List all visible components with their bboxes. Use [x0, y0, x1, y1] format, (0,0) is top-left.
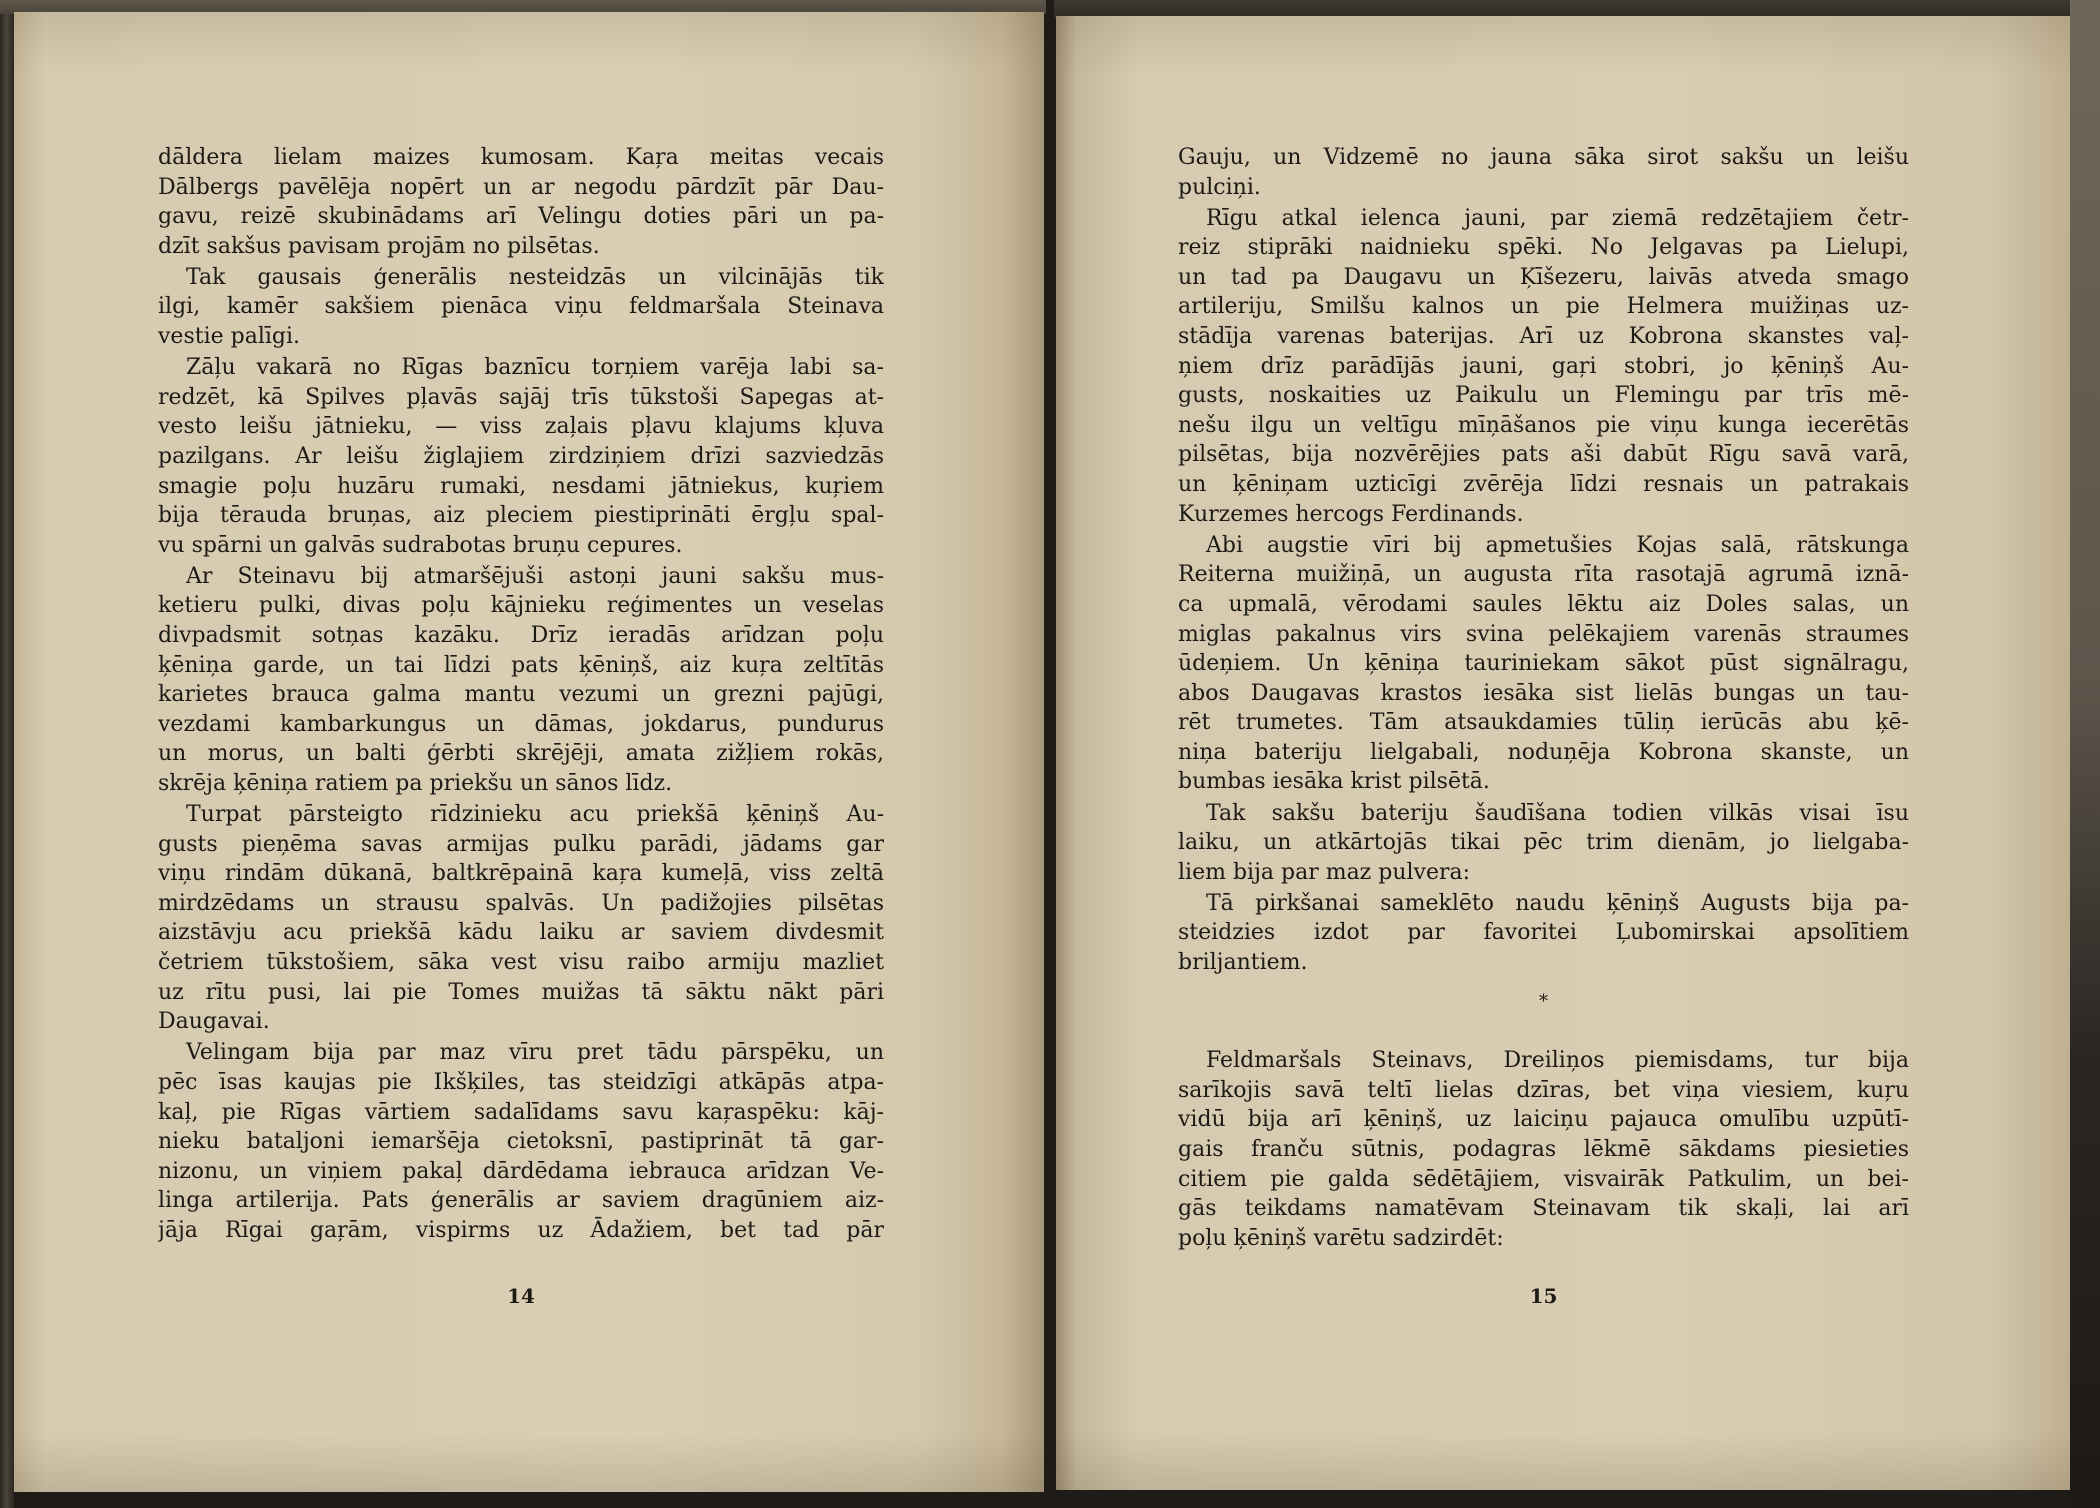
- text-line: vestie palīgi.: [158, 324, 301, 350]
- text-line: citiem pie galda sēdētājiem, visvairāk Patkulim, un bei-: [1178, 1166, 1909, 1192]
- paragraph: [1178, 143, 1909, 202]
- text-line: kaļ, pie Rīgas vārtiem sadalīdams savu kaŗaspēku: kāj-: [158, 1099, 884, 1125]
- text-line: pulciņi.: [1178, 174, 1261, 200]
- text-line: nizonu, un viņiem pakaļ dārdēdama iebrauca arīdzan Ve-: [158, 1158, 884, 1184]
- text-line: Abi augstie vīri bij apmetušies Kojas salā, rātskunga: [1206, 532, 1909, 558]
- text-line: nešu ilgu un veltīgu mīņāšanos pie viņu kunga iecerētās: [1178, 412, 1909, 438]
- right-page-body-text-after-separator: [1178, 1046, 1909, 1253]
- paragraph: [158, 800, 884, 1037]
- text-line: pilsētas, bija nozvērējies pats aši dabūt Rīgu savā varā,: [1178, 442, 1909, 468]
- text-line: briljantiem.: [1178, 950, 1308, 976]
- text-line: Zāļu vakarā no Rīgas baznīcu torņiem varēja labi sa-: [186, 355, 884, 381]
- section-separator-asterisk: *: [1539, 990, 1548, 1012]
- text-line: vesto leišu jātnieku, — viss zaļais pļavu klajums kļuva: [158, 414, 884, 440]
- text-line: Rīgu atkal ielenca jauni, par ziemā redzētajiem četr-: [1206, 205, 1909, 231]
- text-line: četriem tūkstošiem, sāka vest visu raibo armiju mazliet: [158, 950, 884, 976]
- text-line: Kurzemes hercogs Ferdinands.: [1178, 501, 1524, 527]
- text-line: ca upmalā, vērodami saules lēktu aiz Doles salas, un: [1178, 591, 1909, 617]
- paragraph: [158, 562, 884, 799]
- paragraph: [1178, 531, 1909, 797]
- text-line: ņiem drīz parādījās jauni, gaŗi stobri, jo ķēniņš Au-: [1178, 353, 1909, 379]
- left-page: [14, 12, 1044, 1492]
- text-line: nieku bataljoni iemaršēja cietoksnī, pastiprināt tā gar-: [158, 1129, 884, 1155]
- text-line: divpadsmit sotņas kazāku. Drīz ieradās arīdzan poļu: [158, 623, 884, 648]
- right-page: [1056, 16, 2070, 1490]
- text-line: redzēt, kā Spilves pļavās sajāj trīs tūkstoši Sapegas at-: [158, 384, 884, 410]
- text-line: dāldera lielam maizes kumosam. Kaŗa meitas vecais: [158, 145, 884, 170]
- text-line: aizstāvju acu priekšā kādu laiku ar saviem divdesmit: [158, 920, 884, 946]
- text-line: Velingam bija par maz vīru pret tādu pārspēku, un: [186, 1040, 884, 1066]
- text-line: ketieru pulki, divas poļu kājnieku reģimentes un veselas: [158, 593, 884, 619]
- text-line: uz rītu pusi, lai pie Tomes muižas tā sāktu nākt pāri: [158, 979, 884, 1005]
- text-line: ūdeņiem. Un ķēniņa tauriniekam sākot pūst signālragu,: [1178, 651, 1909, 677]
- page-number: 14: [507, 1284, 535, 1308]
- text-line: Turpat pārsteigto rīdzinieku acu priekšā ķēniņš Au-: [186, 802, 884, 828]
- text-line: niņa bateriju lielgabali, noduņēja Kobrona skanste, un: [1178, 739, 1909, 765]
- text-line: gusts pieņēma savas armijas pulku parādi, jādams gar: [158, 831, 884, 857]
- text-line: Reiterna muižiņā, un augusta rīta rasotajā agrumā iznā-: [1178, 562, 1909, 588]
- paragraph: [1178, 799, 1909, 888]
- text-line: mirdzēdams un strausu spalvās. Un padižojies pilsētas: [158, 890, 884, 916]
- text-line: sarīkojis savā teltī lielas dzīras, bet viņa viesiem, kuŗu: [1178, 1077, 1909, 1103]
- text-line: artileriju, Smilšu kalnos un pie Helmera muižiņas uz-: [1178, 294, 1909, 320]
- text-line: pazilgans. Ar leišu žiglajiem zirdziņiem drīzi sazviedzās: [158, 443, 884, 469]
- text-line: rēt trumetes. Tām atsaukdamies tūliņ ierūcās abu ķē-: [1178, 710, 1909, 736]
- text-line: reiz stiprāki naidnieku spēki. No Jelgavas pa Lielupi,: [1178, 235, 1909, 261]
- text-line: Tak gausais ģenerālis nesteidzās un vilcinājās tik: [186, 264, 884, 290]
- text-line: stādīja varenas baterijas. Arī uz Kobrona skanstes vaļ-: [1178, 324, 1909, 350]
- text-line: skrēja ķēniņa ratiem pa priekšu un sānos līdz.: [158, 770, 673, 796]
- text-line: smagie poļu huzāru rumaki, nesdami jātniekus, kuŗiem: [158, 473, 884, 499]
- text-line: Tā pirkšanai sameklēto naudu ķēniņš Augusts bija pa-: [1206, 890, 1909, 916]
- paragraph: [1178, 1046, 1909, 1253]
- text-line: bumbas iesāka krist pilsētā.: [1178, 769, 1490, 795]
- book-cover-edge: [0, 0, 14, 1508]
- text-line: jāja Rīgai gaŗām, vispirms uz Ādažiem, bet tad pār: [158, 1217, 884, 1243]
- text-line: Ar Steinavu bij atmaršējuši astoņi jauni sakšu mus-: [186, 563, 884, 589]
- text-line: un tad pa Daugavu un Ķīšezeru, laivās atveda smago: [1178, 264, 1909, 290]
- text-line: Tak sakšu bateriju šaudīšana todien vilkās visai īsu: [1206, 800, 1909, 826]
- text-line: pēc īsas kaujas pie Ikšķiles, tas steidzīgi atkāpās atpa-: [158, 1069, 884, 1095]
- text-line: gavu, reizē skubinādams arī Velingu doties pāri un pa-: [158, 204, 884, 230]
- text-line: un ķēniņam uzticīgi zvērēja līdzi resnais un patrakais: [1178, 472, 1909, 498]
- right-page-text-block: [1178, 143, 1909, 1323]
- text-line: Dālbergs pavēlēja nopērt un ar negodu pārdzīt pār Dau-: [158, 174, 884, 200]
- text-line: ilgi, kamēr sakšiem pienāca viņu feldmaršala Steinava: [158, 294, 884, 320]
- text-line: laiku, un atkārtojās tikai pēc trim dienām, jo lielgaba-: [1178, 830, 1909, 856]
- paragraph: [1178, 889, 1909, 978]
- text-line: miglas pakalnus virs svina pelēkajiem varenās straumes: [1178, 621, 1909, 647]
- paragraph: [158, 143, 884, 261]
- text-line: viņu rindām dūkanā, baltkrēpainā kaŗa kumeļā, viss zeltā: [158, 861, 884, 887]
- text-line: vu spārni un galvās sudrabotas bruņu cepures.: [158, 532, 683, 558]
- text-line: dzīt sakšus pavisam projām no pilsētas.: [158, 233, 600, 259]
- text-line: Gauju, un Vidzemē no jauna sāka sirot sakšu un leišu: [1178, 145, 1909, 170]
- paragraph: [1178, 204, 1909, 530]
- text-line: linga artilerija. Pats ģenerālis ar saviem dragūniem aiz-: [158, 1188, 884, 1214]
- text-line: steidzies izdot par favoritei Ļubomirskai apsolītiem: [1178, 920, 1909, 946]
- page-number: 15: [1529, 1284, 1558, 1308]
- text-line: gais franču sūtnis, podagras lēkmē sākdams piesieties: [1178, 1137, 1909, 1162]
- text-line: Feldmaršals Steinavs, Dreiliņos piemisdams, tur bija: [1206, 1048, 1909, 1074]
- text-line: bija tērauda bruņas, aiz pleciem piestiprināti ērgļu spal-: [158, 503, 884, 529]
- text-line: vidū bija arī ķēniņš, uz laiciņu pajauca omulību uzpūtī-: [1178, 1107, 1909, 1133]
- left-page-text-block: [158, 143, 884, 1323]
- text-line: poļu ķēniņš varētu sadzirdēt:: [1178, 1225, 1504, 1251]
- left-page-body-text: [158, 143, 884, 1245]
- paragraph: [158, 263, 884, 352]
- text-line: gusts, noskaities uz Paikulu un Flemingu par trīs mē-: [1178, 383, 1909, 409]
- paragraph: [158, 1038, 884, 1245]
- paragraph: [158, 353, 884, 560]
- text-line: ķēniņa garde, un tai līdzi pats ķēniņš, aiz kuŗa zeltītās: [158, 652, 884, 678]
- text-line: un morus, un balti ģērbti skrējēji, amata zižļiem rokās,: [158, 741, 884, 767]
- text-line: abos Daugavas krastos iesāka sist lielās bungas un tau-: [1178, 680, 1909, 706]
- text-line: vezdami kambarkungus un dāmas, jokdarus, pundurus: [158, 711, 884, 737]
- text-line: karietes brauca galma mantu vezumi un grezni pajūgi,: [158, 682, 884, 708]
- book-binding-edge: [2070, 0, 2100, 1508]
- right-page-body-text: [1178, 143, 1909, 978]
- text-line: gās teikdams namatēvam Steinavam tik skaļi, lai arī: [1178, 1196, 1909, 1222]
- text-line: liem bija par maz pulvera:: [1178, 859, 1471, 885]
- text-line: Daugavai.: [158, 1009, 270, 1035]
